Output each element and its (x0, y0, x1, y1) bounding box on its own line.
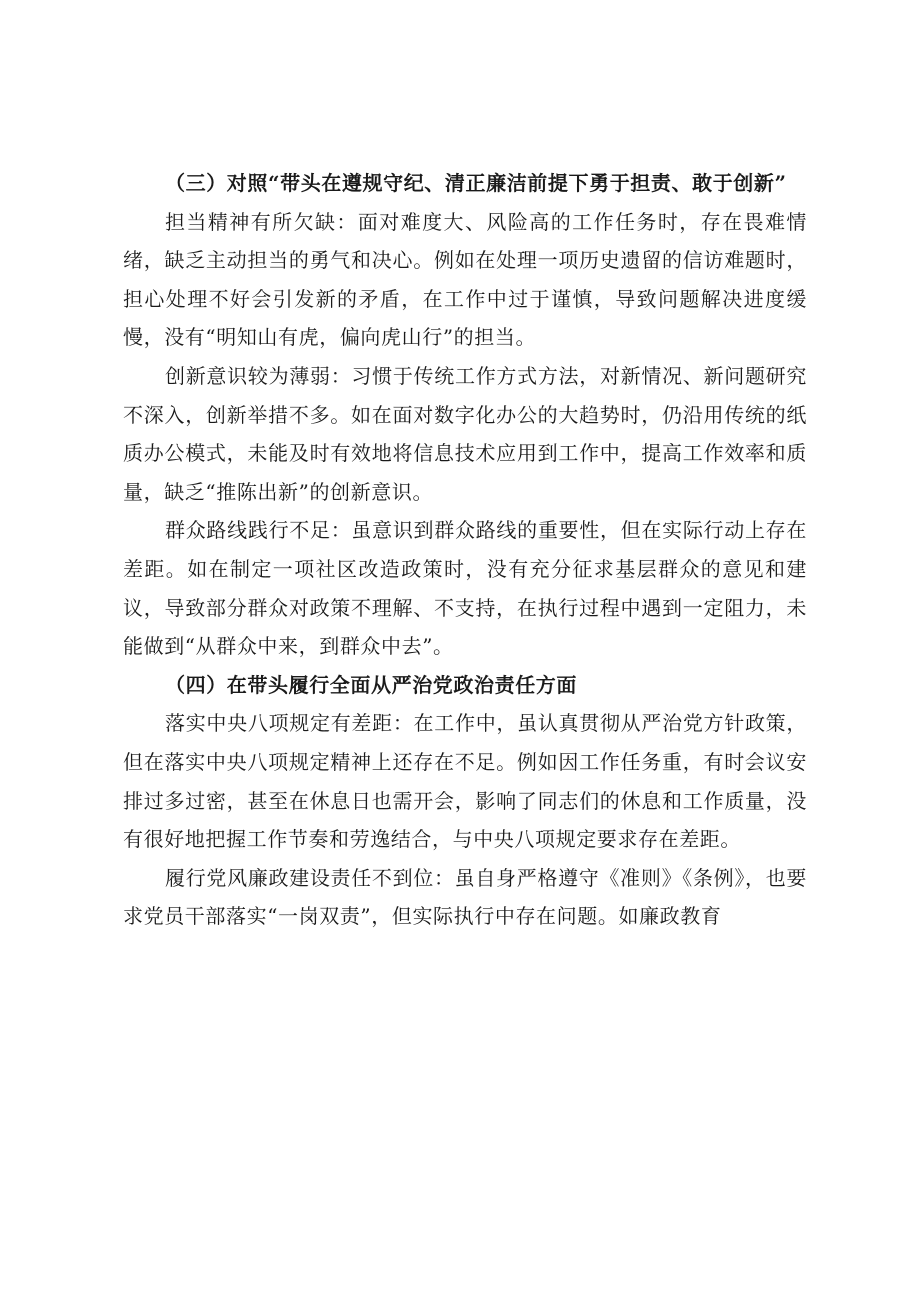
paragraph-responsibility: 担当精神有所欠缺：面对难度大、风险高的工作任务时，存在畏难情绪，缺乏主动担当的勇气和决心。例如在处理一项历史遗留的信访难题时，担心处理不好会引发新的矛盾，在工作中过于谨慎，导致问题解决进度缓慢，没有“明知山有虎，偏向虎山行”的担当。 (123, 209, 807, 350)
document-body (123, 164, 807, 936)
section-3-heading: （三）对照“带头在遵规守纪、清正廉洁前提下勇于担责、敢于创新” (165, 171, 787, 195)
paragraph-eight-rules: 落实中央八项规定有差距：在工作中，虽认真贯彻从严治党方针政策，但在落实中央八项规定精神上还存在不足。例如因工作任务重，有时会议安排过多过密，甚至在休息日也需开会，影响了同志们的休息和工作质量，没有很好地把握工作节奏和劳逸结合，与中央八项规定要求存在差距。 (123, 711, 807, 852)
paragraph-mass-line: 群众路线践行不足：虽意识到群众路线的重要性，但在实际行动上存在差距。如在制定一项社区改造政策时，没有充分征求基层群众的意见和建议，导致部分群众对政策不理解、不支持，在执行过程中遇到一定阻力，未能做到“从群众中来，到群众中去”。 (123, 518, 807, 659)
paragraph-integrity-duty: 履行党风廉政建设责任不到位：虽自身严格遵守《准则》《条例》，也要求党员干部落实“一岗双责”，但实际执行中存在问题。如廉政教育 (123, 865, 807, 929)
paragraph-innovation: 创新意识较为薄弱：习惯于传统工作方式方法，对新情况、新问题研究不深入，创新举措不多。如在面对数字化办公的大趋势时，仍沿用传统的纸质办公模式，未能及时有效地将信息技术应用到工作中，提高工作效率和质量，缺乏“推陈出新”的创新意识。 (123, 363, 807, 504)
section-4-heading: （四）在带头履行全面从严治党政治责任方面 (165, 672, 577, 697)
